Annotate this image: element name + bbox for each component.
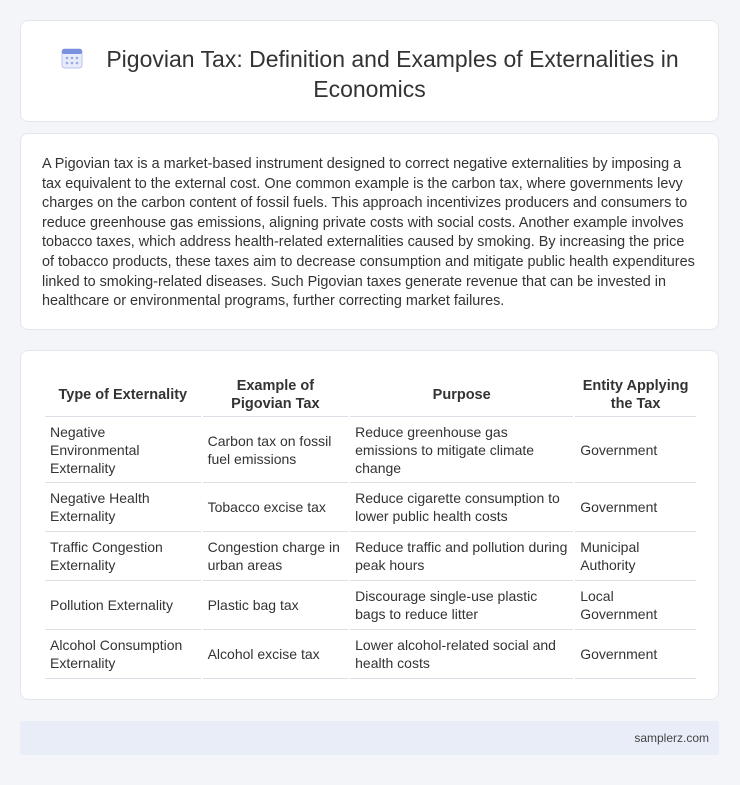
- table-cell: Discourage single-use plastic bags to reduce litter: [350, 581, 573, 630]
- externality-table: [43, 373, 698, 679]
- table-row: [45, 630, 696, 679]
- table-cell: Municipal Authority: [575, 532, 696, 581]
- description-text: A Pigovian tax is a market-based instrument designed to correct negative externalities by imposing a tax equivalent to the external cost. One common example is the carbon tax, where governments levy charges on the carbon content of fossil fuels. This approach incentivizes producers and consumers to reduce greenhouse gas emissions, aligning private costs with social costs. Another example involves tobacco taxes, which address health-related externalities caused by smoking. By increasing the price of tobacco products, these taxes aim to decrease consumption and mitigate public health expenditures linked to smoking-related diseases. Such Pigovian taxes generate revenue that can be invested in healthcare or environmental programs, further correcting market failures.: [42, 156, 695, 310]
- page-title-wrap: [21, 44, 718, 104]
- calendar-icon: [60, 46, 84, 70]
- table-cell: Tobacco excise tax: [203, 483, 349, 532]
- footer: [20, 721, 719, 755]
- table-cell: Alcohol excise tax: [203, 630, 349, 679]
- table-cell: Negative Health Externality: [45, 483, 201, 532]
- table-cell: Alcohol Consumption Externality: [45, 630, 201, 679]
- table-header-row: [45, 373, 696, 417]
- table-cell: Reduce cigarette consumption to lower public health costs: [350, 483, 573, 532]
- table-cell: Local Government: [575, 581, 696, 630]
- table-row: [45, 417, 696, 483]
- description-card: [20, 133, 719, 330]
- table-cell: Reduce traffic and pollution during peak hours: [350, 532, 573, 581]
- table-card: [20, 350, 719, 700]
- table-cell: Congestion charge in urban areas: [203, 532, 349, 581]
- footer-site-link[interactable]: samplerz.com: [634, 731, 709, 745]
- table-cell: Government: [575, 630, 696, 679]
- table-cell: Lower alcohol-related social and health costs: [350, 630, 573, 679]
- column-header: Example of Pigovian Tax: [203, 373, 349, 417]
- table-cell: Traffic Congestion Externality: [45, 532, 201, 581]
- table-cell: Reduce greenhouse gas emissions to mitigate climate change: [350, 417, 573, 483]
- table-row: [45, 532, 696, 581]
- table-cell: Carbon tax on fossil fuel emissions: [203, 417, 349, 483]
- table-cell: Plastic bag tax: [203, 581, 349, 630]
- table-cell: Pollution Externality: [45, 581, 201, 630]
- table-row: [45, 581, 696, 630]
- column-header: Purpose: [350, 373, 573, 417]
- table-cell: Government: [575, 417, 696, 483]
- page-title: Pigovian Tax: Definition and Examples of Externalities in Economics: [106, 46, 679, 102]
- header-card: [20, 20, 719, 122]
- column-header: Type of Externality: [45, 373, 201, 417]
- table-cell: Negative Environmental Externality: [45, 417, 201, 483]
- column-header: Entity Applying the Tax: [575, 373, 696, 417]
- table-cell: Government: [575, 483, 696, 532]
- table-row: [45, 483, 696, 532]
